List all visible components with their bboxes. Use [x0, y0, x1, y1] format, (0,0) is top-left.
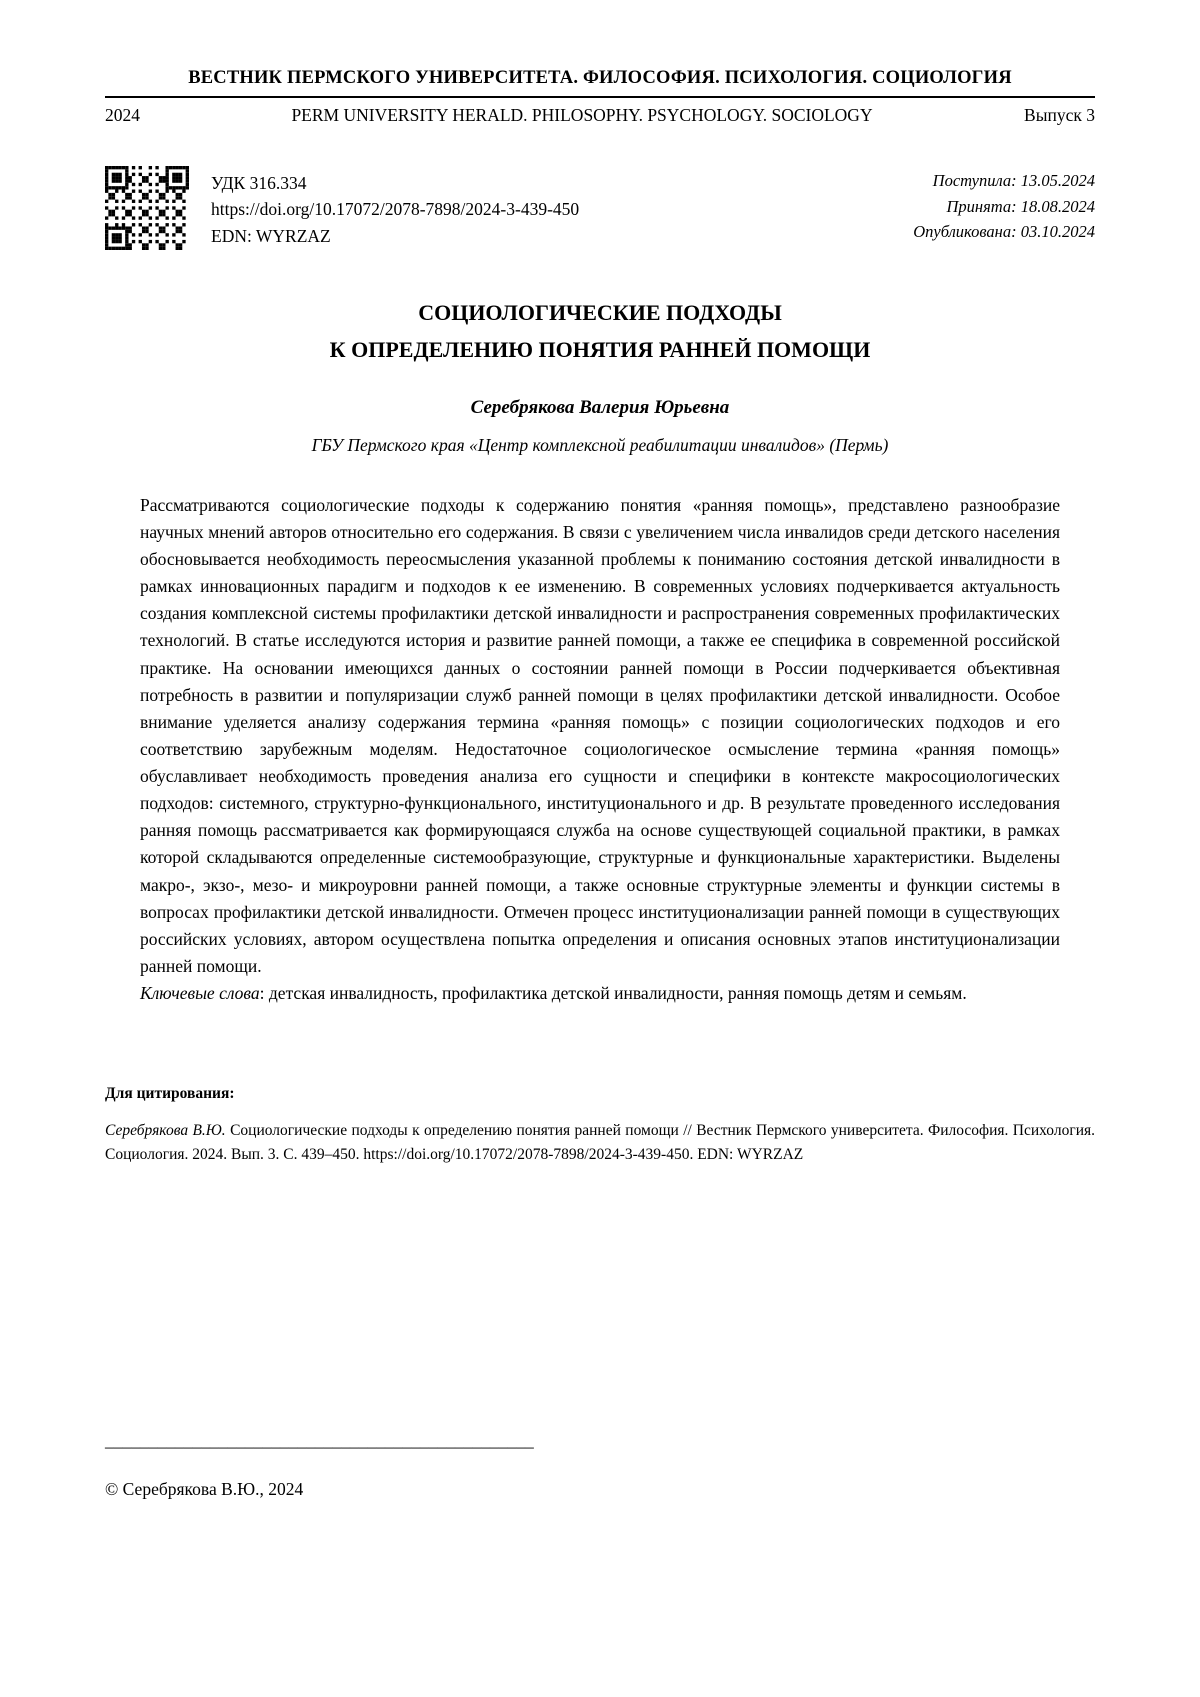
citation-paragraph [105, 1119, 1095, 1167]
page-footer [105, 1430, 534, 1500]
udc-code: УДК 316.334 [211, 173, 307, 193]
author-name: Серебрякова Валерия Юрьевна [470, 396, 730, 418]
article-title-line1: СОЦИОЛОГИЧЕСКИЕ ПОДХОДЫ [418, 300, 782, 325]
article-dates [913, 166, 1095, 245]
keywords-text: : детская инвалидность, профилактика детской инвалидности, ранняя помощь детям и семьям. [259, 983, 967, 1004]
citation-text: Социологические подходы к определению понятия ранней помощи // Вестник Пермского университета. Философия. Психология. Социология. 2024. Вып. 3. С. 439–450. https://doi.org/10.17072/2078-7898/2024-3-439-450. EDN: WYRZAZ [105, 1122, 1095, 1164]
article-title [105, 294, 1095, 369]
copyright-notice: © Серебрякова В.Ю., 2024 [105, 1479, 304, 1499]
keywords-paragraph [140, 980, 1060, 1007]
footer-divider: _________________________________________________ [105, 1430, 534, 1450]
keywords-label: Ключевые слова [140, 983, 260, 1004]
date-published: Опубликована: 03.10.2024 [913, 222, 1095, 242]
article-meta-section [105, 166, 1095, 250]
doi-link: https://doi.org/10.17072/2078-7898/2024-3-439-450 [211, 199, 580, 220]
journal-year: 2024 [105, 105, 140, 125]
abstract-text: Рассматриваются социологические подходы к содержанию понятия «ранняя помощь», представлено разнообразие научных мнений авторов относительно его содержания. В связи с увеличением числа инвалидов среди детского населения обосновывается необходимость переосмысления указанной проблемы к пониманию состояния детской инвалидности в рамках инновационных парадигм и подходов к ее изменению. В современных условиях подчеркивается актуальность создания комплексной системы профилактики детской инвалидности и распространения современных профилактических технологий. В статье исследуются история и развитие ранней помощи, а также ее специфика в современной российской практике. На основании имеющихся данных о состоянии ранней помощи в России подчеркивается объективная потребность в развитии и популяризации служб ранней помощи в целях профилактики детской инвалидности. Особое внимание уделяется анализу содержания термина «ранняя помощь» с позиции социологических подходов и его соответствию зарубежным моделям. Недостаточное социологическое осмысление термина «ранняя помощь» обуславливает необходимость проведения анализа его сущности и специфики в контексте макросоциологических подходов: системного, структурно-функционального, институционального и др. В результате проведенного исследования ранняя помощь рассматривается как формирующаяся служба на основе существующей социальной практики, в рамках которой складываются определенные системообразующие, структурные и функциональные характеристики. Выделены макро-, экзо-, мезо- и микроуровни ранней помощи, а также основные структурные элементы и функции системы в вопросах профилактики детской инвалидности. Отмечен процесс институционализации ранней помощи в существующих российских условиях, автором осуществлена попытка определения и описания основных этапов институционализации ранней помощи. [140, 494, 1060, 976]
date-received: Поступила: 13.05.2024 [932, 171, 1095, 190]
article-identifiers [211, 166, 579, 249]
article-title-line2: К ОПРЕДЕЛЕНИЮ ПОНЯТИЯ РАННЕЙ ПОМОЩИ [329, 337, 871, 363]
journal-title-ru: ВЕСТНИК ПЕРМСКОГО УНИВЕРСИТЕТА. ФИЛОСОФИЯ. ПСИХОЛОГИЯ. СОЦИОЛОГИЯ [105, 68, 1095, 98]
date-accepted: Принята: 18.08.2024 [946, 196, 1095, 216]
journal-title-en: PERM UNIVERSITY HERALD. PHILOSOPHY. PSYCHOLOGY. SOCIOLOGY [291, 105, 873, 125]
journal-subheader-row [105, 98, 1095, 126]
citation-author: Серебрякова В.Ю. [105, 1122, 226, 1140]
author-affiliation: ГБУ Пермского края «Центр комплексной реабилитации инвалидов» (Пермь) [311, 434, 889, 455]
qr-code [105, 166, 189, 250]
citation-label: Для цитирования: [105, 1085, 235, 1103]
journal-issue: Выпуск 3 [1024, 105, 1095, 125]
edn-code: EDN: WYRZAZ [211, 225, 331, 246]
